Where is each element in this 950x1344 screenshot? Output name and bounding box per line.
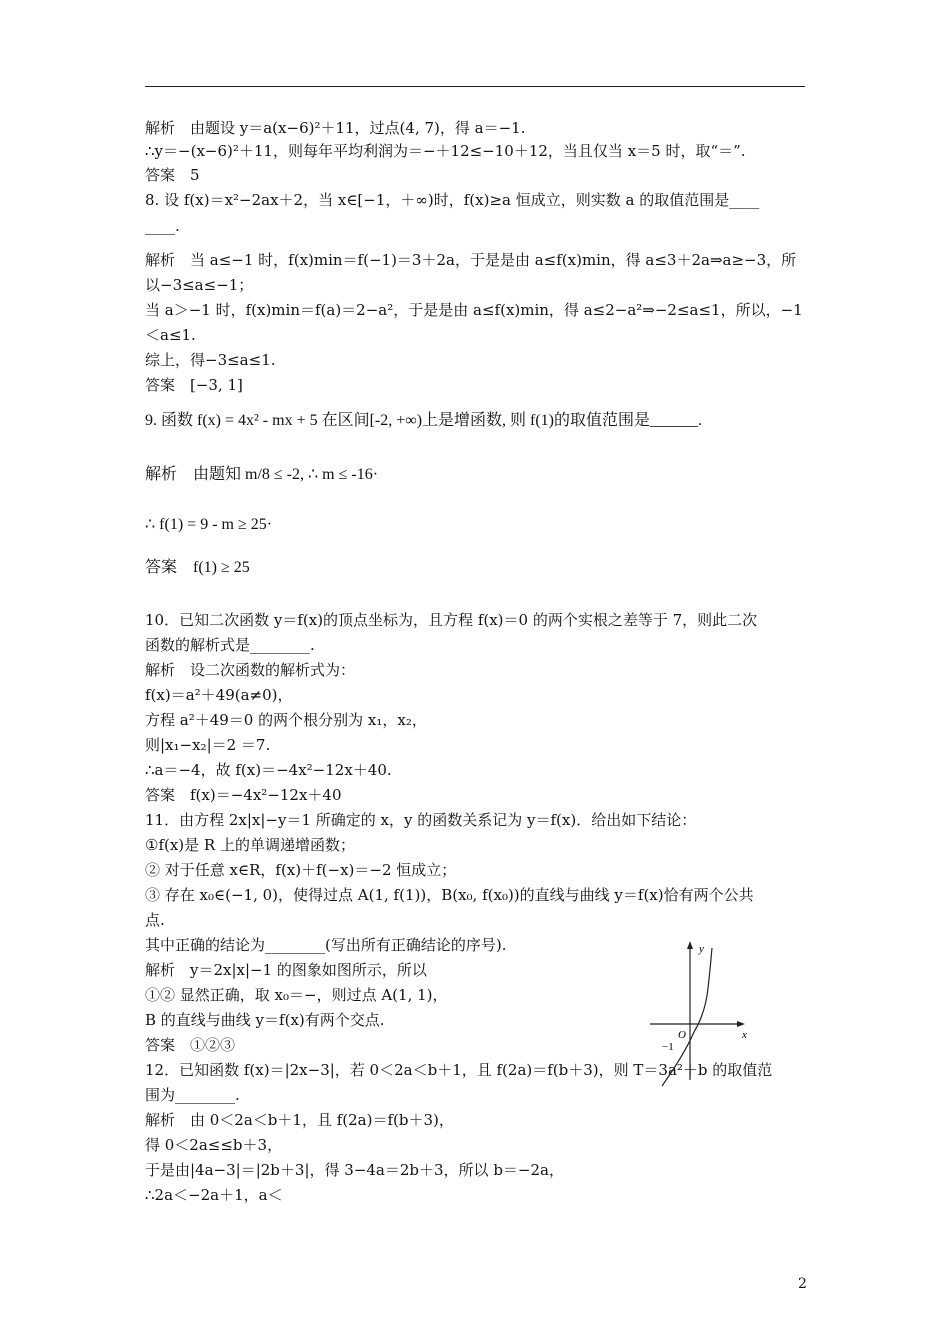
text-line: 答案 [−3, 1] [145,376,243,394]
text-line: 答案 f(x)＝−4x²−12x＋40 [145,786,342,804]
text-line: 则|x₁−x₂|＝2 ＝7. [145,736,271,754]
text-line: 解析 由题知 m/8 ≤ -2, ∴ m ≤ -16· [145,466,379,483]
text-line: f(x)＝a²＋49(a≠0)， [145,686,293,704]
text-line: ①② 显然正确，取 x₀＝−，则过点 A(1, 1)， [145,986,448,1004]
text-line: B 的直线与曲线 y＝f(x)有两个交点. [145,1011,385,1029]
text-line: 解析 当 a≤−1 时，f(x)min＝f(−1)＝3＋2a，于是是由 a≤f(x)min，得 a≤3＋2a⇒a≥−3，所 [145,251,797,269]
text-line: ∴2a＜−2a＋1，a＜ [145,1186,283,1204]
text-line: ③ 存在 x₀∈(−1, 0)，使得过点 A(1, f(1))，B(x₀, f(x₀))的直线与曲线 y＝f(x)恰有两个公共 [145,886,754,904]
text-line: 11．由方程 2x|x|−y＝1 所确定的 x，y 的函数关系记为 y＝f(x)．给出如下结论： [145,811,697,829]
text-line: 方程 a²＋49＝0 的两个根分别为 x₁，x₂， [145,711,427,729]
origin-label: O [678,1029,686,1041]
tick-label: −1 [662,1041,674,1053]
y-axis-label: y [699,943,704,955]
text-line: ∴a＝−4，故 f(x)＝−4x²−12x＋40. [145,761,392,779]
text-line: 答案 5 [145,166,200,184]
text-line: ①f(x)是 R 上的单调递增函数； [145,836,355,854]
text-line: 点. [145,911,165,929]
text-line: 于是由|4a−3|＝|2b＋3|，得 3−4a＝2b＋3，所以 b＝−2a， [145,1161,564,1179]
text-line: 10．已知二次函数 y＝f(x)的顶点坐标为，且方程 f(x)＝0 的两个实根之差等于 7，则此二次 [145,611,758,629]
text-line: 其中正确的结论为________(写出所有正确结论的序号). [145,936,507,954]
text-line: 综上，得−3≤a≤1. [145,351,276,369]
x-axis-arrow-icon [737,1021,745,1027]
text-line: ＜a≤1. [145,326,196,344]
text-line: ∴ f(1) = 9 - m ≥ 25· [145,516,273,533]
text-line: 答案 f(1) ≥ 25 [145,559,250,576]
text-line: ____. [145,217,180,235]
text-line: 12．已知函数 f(x)＝|2x−3|，若 0＜2a＜b＋1，且 f(2a)＝f(b＋3)，则 T＝3a²＋b 的取值范 [145,1061,773,1079]
header-rule [145,86,805,87]
y-axis-arrow-icon [687,941,693,949]
text-line: 当 a＞−1 时，f(x)min＝f(a)＝2−a²，于是是由 a≤f(x)min，得 a≤2−a²⇒−2≤a≤1，所以，−1 [145,301,803,319]
text-line: 答案 ①②③ [145,1036,236,1054]
text-line: 得 0＜2a≤≤b＋3， [145,1136,283,1154]
text-line: 解析 由 0＜2a＜b＋1，且 f(2a)＝f(b＋3)， [145,1111,454,1129]
function-graph [648,938,760,1088]
text-line: 函数的解析式是________. [145,636,315,654]
text-line: 围为________. [145,1086,240,1104]
curve [662,948,712,1086]
text-line: 解析 y＝2x|x|−1 的图象如图所示，所以 [145,961,427,979]
text-line: 8. 设 f(x)＝x²−2ax＋2，当 x∈[−1，＋∞)时，f(x)≥a 恒成立，则实数 a 的取值范围是____ [145,191,760,209]
text-line: 解析 设二次函数的解析式为： [145,661,356,679]
text-line: 解析 由题设 y＝a(x−6)²＋11，过点(4, 7)，得 a＝−1. [145,119,526,137]
text-line: 以−3≤a≤−1； [145,276,254,294]
page-number: 2 [798,1276,807,1292]
text-line: ∴y＝−(x−6)²＋11，则每年平均利润为＝−＋12≤−10＋12，当且仅当 x＝5 时，取“＝”. [145,142,746,160]
x-axis-label: x [742,1029,747,1041]
text-line: ② 对于任意 x∈R，f(x)＋f(−x)＝−2 恒成立； [145,861,457,879]
text-line: 9. 函数 f(x) = 4x² - mx + 5 在区间[-2, +∞)上是增函数, 则 f(1)的取值范围是______. [145,412,703,429]
